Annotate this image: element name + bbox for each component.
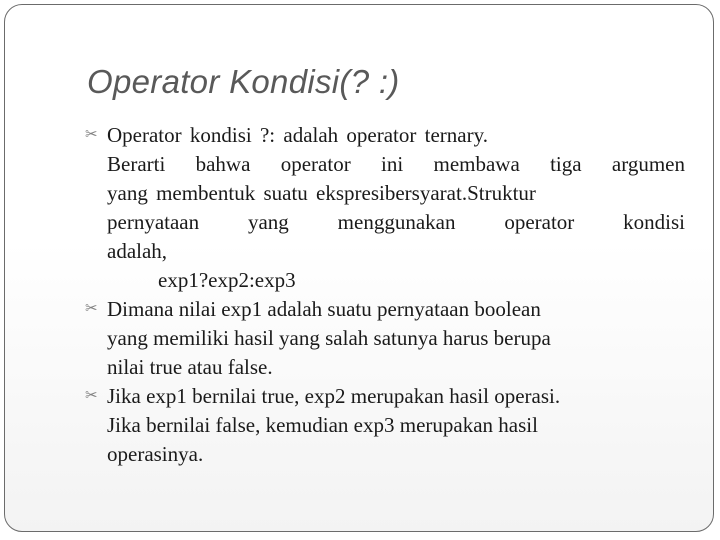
- text-line: Dimana nilai exp1 adalah suatu pernyataan boolean: [107, 297, 541, 321]
- slide-title: Operator Kondisi(? :): [87, 63, 400, 100]
- text-line: Jika bernilai false, kemudian exp3 merupakan hasil: [107, 413, 538, 437]
- text-line: pernyataan yang menggunakan operator kondisi: [107, 210, 685, 234]
- text-line: Berarti bahwa operator ini membawa tiga argumen: [107, 152, 685, 176]
- text-line: adalah,: [107, 239, 168, 263]
- scissors-bullet-icon: ✂: [85, 301, 98, 317]
- slide: [4, 4, 714, 532]
- bullet-item: [85, 121, 685, 295]
- scissors-bullet-icon: ✂: [85, 388, 98, 404]
- slide-body: [85, 121, 685, 469]
- scissors-bullet-icon: ✂: [85, 127, 98, 143]
- text-line: operasinya.: [107, 442, 204, 466]
- text-line: yang memiliki hasil yang salah satunya harus berupa: [107, 326, 551, 350]
- text-line: nilai true atau false.: [107, 355, 273, 379]
- text-line: Operator kondisi ?: adalah operator ternary.: [107, 123, 488, 147]
- text-line: Jika exp1 bernilai true, exp2 merupakan hasil operasi.: [107, 384, 561, 408]
- formula-line: exp1?exp2:exp3: [158, 268, 296, 292]
- bullet-item: [85, 382, 685, 469]
- bullet-item: [85, 295, 685, 382]
- text-line: yang membentuk suatu ekspresibersyarat.Struktur: [107, 181, 536, 205]
